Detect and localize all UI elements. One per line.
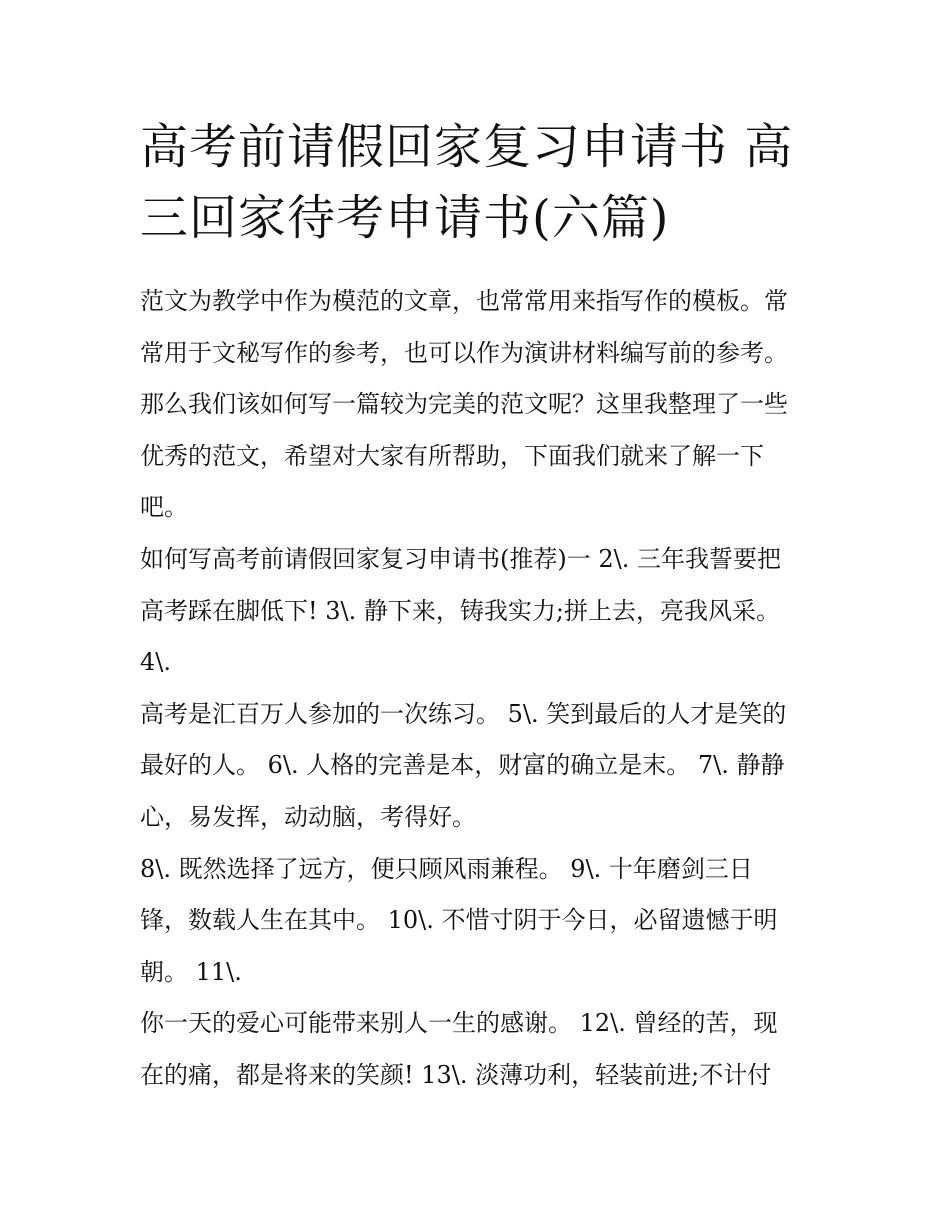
body-line: 在的痛，都是将来的笑颜! 13\. 淡薄功利，轻装前进;不计付 <box>140 1060 772 1089</box>
body-line: 你一天的爱心可能带来别人一生的感谢。 12\. 曾经的苦，现 <box>140 1009 778 1038</box>
body-line: 4\. <box>140 648 171 677</box>
body-line: 锋，数载人生在其中。 10\. 不惜寸阴于今日，必留遗憾于明 <box>140 906 778 935</box>
body-line: 朝。 11\. <box>140 957 242 986</box>
body-line: 8\. 既然选择了远方，便只顾风雨兼程。 9\. 十年磨剑三日 <box>140 854 753 883</box>
body-line: 常用于文秘写作的参考，也可以作为演讲材料编写前的参考。 <box>140 338 788 367</box>
body-line: 如何写高考前请假回家复习申请书(推荐)一 2\. 三年我誓要把 <box>140 544 781 573</box>
body-line: 最好的人。 6\. 人格的完善是本，财富的确立是末。 7\. 静静 <box>140 751 785 780</box>
title-line: 高考前请假回家复习申请书 高 <box>140 119 794 175</box>
body-line: 高考踩在脚低下! 3\. 静下来，铸我实力;拼上去，亮我风采。 <box>140 596 780 625</box>
body-line: 那么我们该如何写一篇较为完美的范文呢？这里我整理了一些 <box>140 390 788 419</box>
title-line: 三回家待考申请书(六篇) <box>140 190 670 246</box>
body-line: 高考是汇百万人参加的一次练习。 5\. 笑到最后的人才是笑的 <box>140 699 787 728</box>
body-line: 心，易发挥，动动脑，考得好。 <box>140 802 476 831</box>
body-line: 吧。 <box>140 493 188 522</box>
body-line: 优秀的范文，希望对大家有所帮助，下面我们就来了解一下 <box>140 441 764 470</box>
body-line: 范文为教学中作为模范的文章，也常常用来指写作的模板。常 <box>140 287 788 315</box>
document-body <box>140 276 830 1102</box>
document-title <box>140 112 840 254</box>
